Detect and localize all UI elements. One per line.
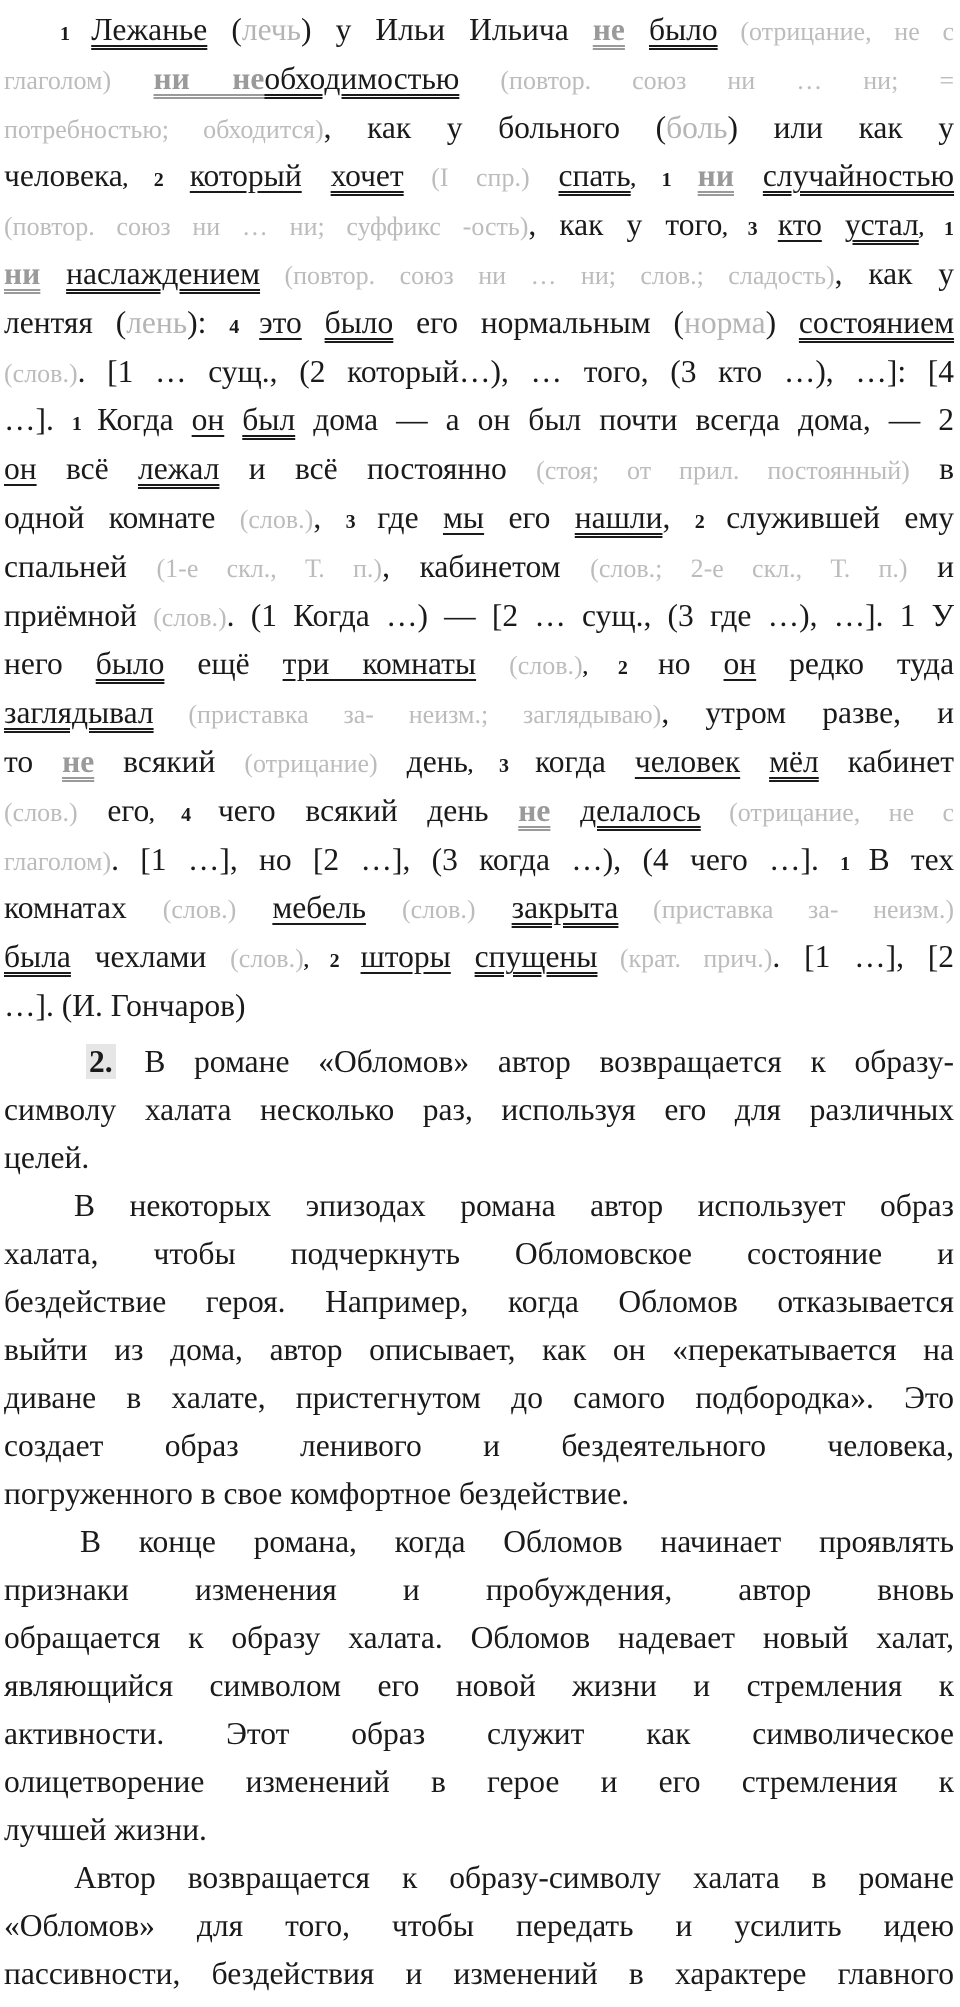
analysis-fragment: боль [666,109,728,145]
analysis-fragment: (отрицание) [244,749,378,778]
analysis-line [4,104,954,152]
essay-line: В конце романа, когда Обломов начинает проявлять [80,1524,954,1559]
analysis-fragment: (отрицание, не с [717,17,954,46]
essay-line: бездействие героя. Например, когда Обломов отказывается [4,1284,954,1319]
analysis-fragment: три комнаты [282,646,477,682]
analysis-fragment: В тех [868,841,955,877]
analysis-fragment: и [907,548,954,584]
analysis-line [4,738,954,786]
analysis-fragment: человек [634,744,741,779]
analysis-fragment: одной комнате [4,500,240,535]
analysis-fragment: мёл [769,744,819,779]
analysis-fragment: шторы [360,939,451,975]
analysis-fragment: (слов.) [230,944,304,974]
essay-line: целей. [4,1140,90,1175]
analysis-fragment: где [377,500,443,535]
analysis-line [4,884,954,932]
analysis-fragment: (I спр.) [403,163,530,193]
analysis-line [4,982,954,1030]
analysis-line [4,933,954,981]
analysis-fragment: спальней [4,548,157,584]
analysis-fragment: . [1 …], но [2 …], (3 когда …), (4 чего …]. [111,841,841,877]
analysis-fragment: комнатах [4,890,163,926]
analysis-fragment: , как у [834,256,954,291]
analysis-fragment: делалось [580,792,701,828]
analysis-fragment: всё [36,451,138,487]
essay-line: олицетворение изменений в герое и его стремления к [4,1764,954,1799]
analysis-line [4,250,954,298]
analysis-fragment: , 1 [630,169,698,192]
analysis-fragment: устал [844,207,919,243]
analysis-fragment: было [95,646,165,682]
analysis-fragment: 1 [840,852,869,875]
analysis-fragment: , 1 [918,218,954,241]
analysis-fragment: дома — а он был почти всегда дома, — 2 [295,402,955,438]
analysis-fragment [366,890,402,925]
analysis-line [4,201,954,249]
analysis-fragment: в [909,451,955,487]
analysis-fragment: была [4,939,71,975]
analysis-fragment: (повтор. союз ни … ни; слов.; сладость) [260,261,835,290]
analysis-fragment: . [1 …], [2 [772,939,954,975]
analysis-fragment: ) или как у [727,109,954,145]
analysis-fragment: мы [442,500,485,535]
analysis-fragment: день [377,744,468,779]
analysis-fragment: (слов.) [4,797,78,827]
analysis-line [4,787,954,835]
analysis-fragment: …]. (И. Гончаров) [4,988,246,1023]
analysis-fragment: …]. [4,402,72,438]
analysis-fragment: глаголом) [4,65,112,95]
analysis-fragment [451,939,475,974]
analysis-fragment [302,305,325,340]
analysis-fragment: (слов.) [509,651,583,681]
essay-line [86,1038,954,1086]
analysis-fragment: (стоя; от прил. постоянный) [536,456,910,486]
analysis-fragment: лежал [137,451,220,487]
essay-text: В романе «Обломов» автор возвращается к образу- [144,1044,955,1079]
analysis-fragment: это [259,304,302,340]
analysis-fragment: состоянием [798,304,955,340]
analysis-fragment: (слов.) [162,895,237,925]
analysis-fragment [550,793,580,828]
analysis-fragment: ) [765,304,799,340]
analysis-line [4,445,954,493]
essay-line: символу халата несколько раз, используя его для различных [4,1092,954,1127]
analysis-fragment [734,158,763,193]
analysis-fragment: кто [777,207,822,243]
analysis-fragment: (слов.) [153,602,227,632]
essay-line: погруженного в свое комфортное бездействие. [4,1476,630,1511]
analysis-fragment: , кабинетом [382,548,591,584]
analysis-fragment: кабинет [818,744,955,779]
analysis-fragment: 3 [345,511,378,533]
analysis-fragment [476,890,512,925]
analysis-line [4,396,954,444]
analysis-fragment: ни не [153,60,265,96]
essay-line: диване в халате, пристегнутом до самого подбородка». Это [4,1380,954,1415]
analysis-fragment: он [4,451,37,487]
task-number-badge: 2. [86,1044,116,1079]
analysis-fragment: хочет [330,158,404,194]
essay-line: лучшей жизни. [4,1812,207,1847]
analysis-fragment: лень [126,304,188,340]
analysis-fragment: не [592,12,625,47]
analysis-fragment [625,12,649,47]
analysis-fragment: ( [207,12,242,47]
analysis-fragment: 4 [229,315,260,338]
analysis-fragment: (повтор. союз ни … ни; суффикс -ость) [4,212,529,242]
analysis-fragment [111,61,153,96]
analysis-fragment [476,646,509,681]
analysis-fragment: и всё постоянно [219,451,537,487]
essay-line: Автор возвращается к образу-символу халата в романе [74,1860,954,1895]
analysis-fragment: 1 [71,413,98,436]
analysis-fragment [224,402,242,437]
analysis-fragment: (1-е скл., Т. п.) [156,553,383,583]
analysis-fragment [740,744,769,779]
analysis-fragment: всякий [94,744,245,779]
analysis-fragment: , [313,500,346,535]
analysis-fragment: ) у Ильи Ильича [301,12,593,47]
analysis-fragment: он [723,646,757,682]
analysis-fragment [302,158,331,193]
analysis-fragment: потребностью; обходится) [4,114,324,144]
analysis-fragment: (крат. прич.) [597,944,773,974]
analysis-fragment: обходимостью [264,60,460,96]
analysis-fragment: , [662,500,695,535]
analysis-fragment: заглядывал [4,695,154,731]
analysis-fragment: чехлами [70,939,231,975]
analysis-fragment [530,158,559,193]
analysis-fragment: человека [4,158,123,194]
analysis-fragment: (приставка за- неизм.) [618,895,955,925]
analysis-fragment: было [324,304,394,340]
analysis-fragment: его [484,500,575,535]
analysis-fragment: ни [4,256,41,291]
analysis-line [4,494,954,542]
analysis-fragment: 2 [694,511,727,533]
analysis-fragment [236,890,272,925]
analysis-line [4,836,954,884]
analysis-fragment: было [648,12,718,47]
analysis-fragment: . [1 … сущ., (2 который…), … того, (3 кто …), …]: [4 [77,353,954,389]
analysis-fragment: . (1 Когда …) — [2 … сущ., (3 где …), …]. 1 У [226,597,954,633]
analysis-fragment: , как у больного ( [323,109,667,145]
analysis-fragment: но [657,646,724,682]
analysis-line [60,6,954,54]
essay-line: являющийся символом его новой жизни и стремления к [4,1668,954,1703]
analysis-fragment: который [189,158,302,194]
analysis-fragment: он [191,402,225,438]
analysis-fragment: него [4,646,96,682]
analysis-fragment: спать [558,158,631,194]
analysis-fragment: глаголом) [4,846,112,876]
analysis-line [4,689,954,737]
analysis-fragment: Когда [97,402,192,438]
essay-line: «Обломов» для того, чтобы передать и усилить идею [4,1908,954,1943]
essay-line: создает образ ленивого и бездеятельного человека, [4,1428,954,1463]
analysis-fragment: , 2 [122,169,190,192]
analysis-fragment: , 2 [582,657,658,680]
analysis-line [4,152,954,200]
analysis-fragment: не [518,792,551,828]
analysis-line [4,592,954,640]
essay-line: выйти из дома, автор описывает, как он «перекатывается на [4,1332,954,1367]
analysis-fragment: закрыта [511,890,619,926]
essay-line: обращается к образу халата. Обломов надевает новый халат, [4,1620,954,1655]
analysis-fragment: приёмной [4,597,154,633]
analysis-fragment [822,207,845,242]
analysis-fragment: , 3 [722,218,778,241]
analysis-fragment: (слов.) [4,358,78,388]
analysis-fragment: был [242,402,296,438]
analysis-fragment: то [4,744,63,779]
analysis-fragment: 1 [60,23,92,45]
analysis-fragment: , утром разве, и [661,695,954,731]
analysis-fragment: ещё [164,646,283,682]
essay-line: пассивности, бездействия и изменений в характере главного [4,1956,954,1991]
analysis-fragment: лентяя ( [4,304,127,340]
analysis-fragment: (слов.) [401,895,476,925]
analysis-fragment: , 4 [149,803,218,826]
analysis-fragment: , как у того [528,207,723,243]
analysis-fragment: его нормальным ( [393,304,684,340]
analysis-line [4,348,954,396]
essay-line: активности. Этот образ служит как символическое [4,1716,954,1751]
essay-line: В некоторых эпизодах романа автор использует образ [74,1188,954,1223]
analysis-line [4,543,954,591]
analysis-fragment: , 2 [303,950,361,973]
analysis-line [4,55,954,103]
analysis-fragment: наслаждением [66,256,261,291]
essay-line: признаки изменения и пробуждения, автор вновь [4,1572,954,1607]
analysis-fragment: (отрицание, не с [700,797,955,827]
analysis-fragment: случайностью [762,158,955,194]
analysis-fragment: норма [683,304,766,340]
analysis-fragment: нашли [574,500,663,535]
analysis-fragment: Лежанье [91,12,208,47]
analysis-fragment: ): [187,304,230,340]
analysis-fragment: служившей ему [726,500,955,535]
analysis-fragment: чего всякий день [217,792,519,828]
essay-line: халата, чтобы подчеркнуть Обломовское состояние и [4,1236,954,1271]
analysis-fragment: когда [535,744,635,779]
analysis-fragment: редко туда [756,646,955,682]
analysis-fragment: (слов.; 2-е скл., Т. п.) [590,553,908,583]
analysis-fragment: (приставка за- неизм.; заглядываю) [153,700,662,730]
analysis-fragment: его [77,792,150,828]
analysis-fragment: ни [697,158,734,194]
analysis-line [4,640,954,688]
analysis-fragment: , 3 [467,755,536,777]
analysis-fragment: мебель [272,890,366,926]
analysis-fragment: (повтор. союз ни … ни; = [459,65,955,95]
analysis-fragment: (слов.) [239,505,314,534]
analysis-fragment [40,256,66,291]
analysis-fragment: не [62,744,95,779]
analysis-fragment: спущены [474,939,598,975]
analysis-line [4,299,954,347]
analysis-fragment: лечь [241,12,301,47]
